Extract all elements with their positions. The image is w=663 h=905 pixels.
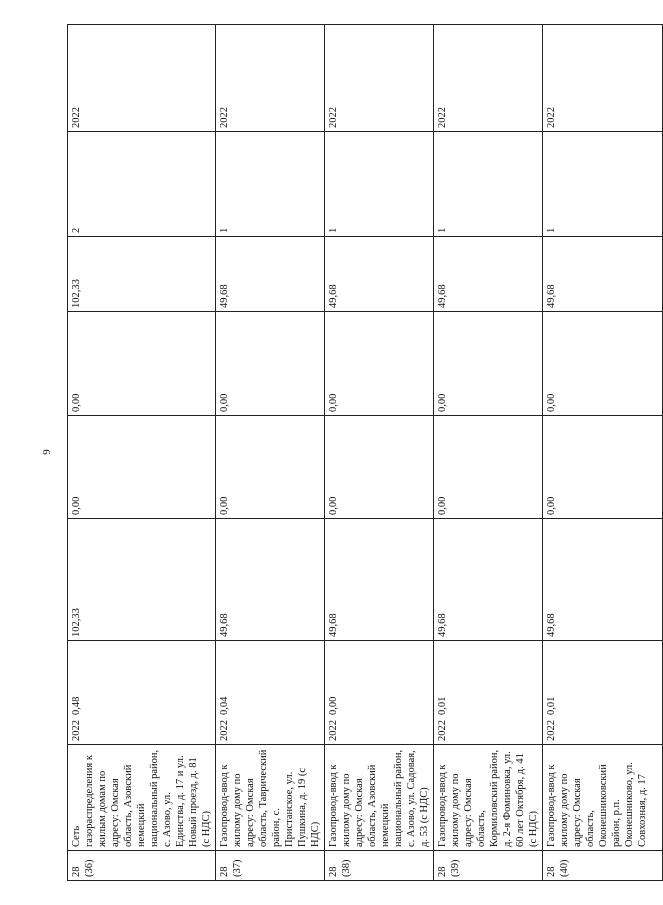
table-row — [434, 25, 543, 881]
cell-value-c: 102,33 — [68, 237, 216, 312]
cell-value-b: 0,00 — [543, 312, 663, 416]
cell-value-c: 49,68 — [434, 237, 543, 312]
cell-code: 28 (37) — [216, 851, 325, 881]
cell-count: 2 — [68, 132, 216, 237]
cell-code: 28 (39) — [434, 851, 543, 881]
cell-count: 1 — [325, 132, 434, 237]
cell-object-name: Газопровод-ввод к жилому дому по адресу: Омская область, Оконешниковский район, р.п. Оконешниково, ул. Совхозная, д. 17 — [543, 745, 663, 851]
cell-value-a: 0,00 — [68, 416, 216, 519]
cell-capacity: 0,00 — [328, 696, 339, 715]
cell-year-capacity — [434, 641, 543, 745]
cell-value-a: 0,00 — [434, 416, 543, 519]
cell-code: 28 (36) — [68, 851, 216, 881]
cell-total: 102,33 — [68, 519, 216, 641]
cell-year-capacity — [216, 641, 325, 745]
cell-count: 1 — [543, 132, 663, 237]
cell-object-name: Газопровод-ввод к жилому дому по адресу: Омская область, Азовский немецкий национальный район, с. Азово, ул. Садовая, д. 53 (с НДС) — [325, 745, 434, 851]
cell-year: 2022 — [328, 720, 339, 741]
cell-code: 28 (38) — [325, 851, 434, 881]
cell-year-start: 2022 — [434, 25, 543, 132]
table-row — [216, 25, 325, 881]
cell-object-name: Сеть газораспределения к жилым домам по адресу: Омская область, Азовский немецкий национальный район, с. Азово, ул. Единства, д. 17 и ул. Новый проезд, д. 81 (с НДС) — [68, 745, 216, 851]
cell-value-c: 49,68 — [325, 237, 434, 312]
table-row — [68, 25, 216, 881]
cell-object-name: Газопровод-ввод к жилому дому по адресу: Омская область, Таврический район, с. Пристанское, ул. Пушкина, д. 19 (с НДС) — [216, 745, 325, 851]
cell-value-b: 0,00 — [325, 312, 434, 416]
cell-count: 1 — [216, 132, 325, 237]
cell-value-b: 0,00 — [434, 312, 543, 416]
cell-year-capacity — [325, 641, 434, 745]
cell-year-capacity — [68, 641, 216, 745]
cell-year: 2022 — [437, 720, 448, 741]
cell-year-start: 2022 — [543, 25, 663, 132]
cell-count: 1 — [434, 132, 543, 237]
cell-capacity: 0,04 — [219, 696, 230, 715]
table-row — [325, 25, 434, 881]
cell-value-c: 49,68 — [543, 237, 663, 312]
cell-year: 2022 — [71, 720, 82, 741]
table-row — [543, 25, 663, 881]
cell-value-b: 0,00 — [216, 312, 325, 416]
cell-year-start: 2022 — [68, 25, 216, 132]
cell-capacity: 0,48 — [71, 696, 82, 715]
cell-capacity: 0,01 — [437, 696, 448, 715]
cell-total: 49,68 — [325, 519, 434, 641]
cell-object-name: Газопровод-ввод к жилому дому по адресу: Омская область, Кормиловский район, д. 2-я Фоминовка, ул. 60 лет Октября, д. 41 (с НДС) — [434, 745, 543, 851]
cell-year-start: 2022 — [216, 25, 325, 132]
cell-value-a: 0,00 — [325, 416, 434, 519]
rotated-table-wrapper — [67, 25, 648, 881]
cell-total: 49,68 — [216, 519, 325, 641]
cell-total: 49,68 — [543, 519, 663, 641]
cell-year-start: 2022 — [325, 25, 434, 132]
cell-value-a: 0,00 — [216, 416, 325, 519]
cell-total: 49,68 — [434, 519, 543, 641]
investment-table — [67, 24, 663, 881]
page-number: 9 — [41, 449, 53, 455]
cell-value-b: 0,00 — [68, 312, 216, 416]
cell-capacity: 0,01 — [546, 696, 557, 715]
cell-code: 28 (40) — [543, 851, 663, 881]
cell-value-a: 0,00 — [543, 416, 663, 519]
cell-value-c: 49,68 — [216, 237, 325, 312]
cell-year-capacity — [543, 641, 663, 745]
cell-year: 2022 — [546, 720, 557, 741]
cell-year: 2022 — [219, 720, 230, 741]
